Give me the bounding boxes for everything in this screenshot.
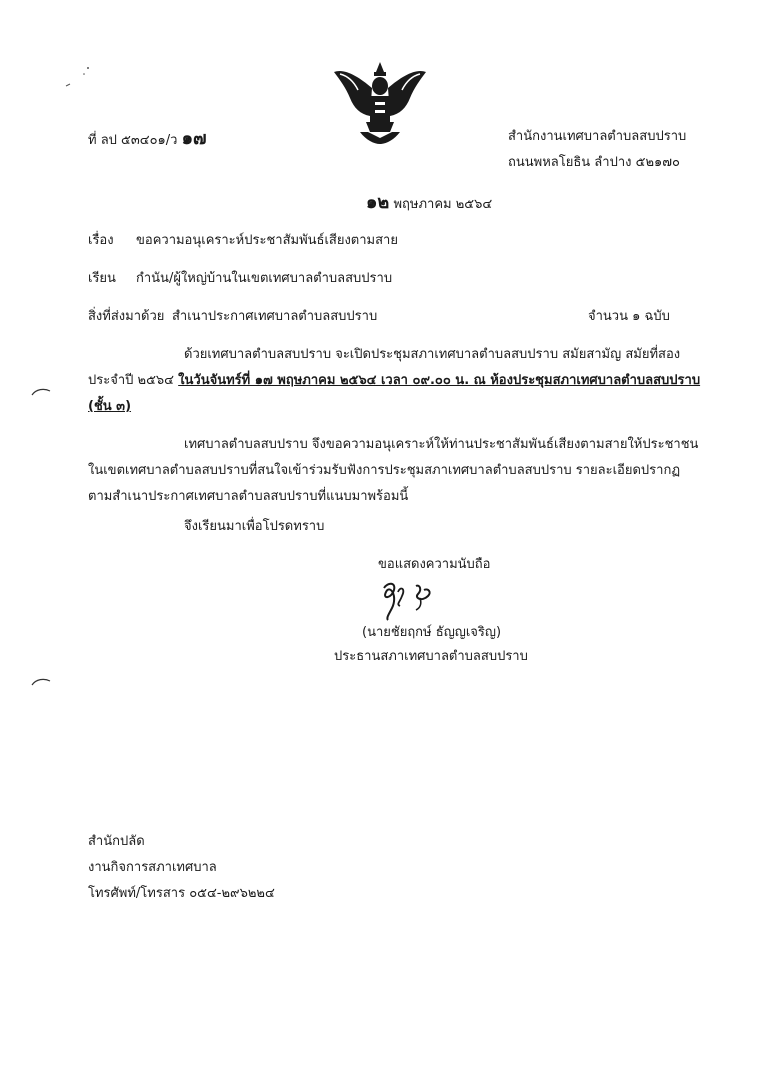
to-text: กำนัน/ผู้ใหญ่บ้านในเขตเทศบาลตำบลสบปราบ [136,271,393,286]
enclosure-text: สำเนาประกาศเทศบาลตำบลสบปราบ [172,309,378,324]
to-label: เรียน [88,271,116,286]
footer-section: งานกิจการสภาเทศบาล [88,860,217,875]
subject-label: เรื่อง [88,233,114,248]
signer-name: (นายชัยฤกษ์ ธัญญเจริญ) [362,625,502,640]
scan-speck-icon [62,62,96,92]
subject-text: ขอความอนุเคราะห์ประชาสัมพันธ์เสียงตามสาย [136,233,398,248]
date-day-handwritten: ๑๒ [366,192,390,213]
reference-number [88,123,207,152]
body-paragraph-2 [88,432,702,510]
reference-prefix: ที่ ลป ๕๓๔๐๑/ว [88,133,178,148]
body-paragraph-1 [88,342,702,420]
enclosure-count: จำนวน ๑ ฉบับ [588,309,670,324]
office-name: สำนักงานเทศบาลตำบลสบปราบ [508,129,687,144]
date-month-year: พฤษภาคม ๒๕๖๔ [393,197,493,212]
footer-contact: โทรศัพท์/โทรสาร ๐๕๔-๒๙๖๒๒๔ [88,886,275,901]
garuda-emblem-icon [330,58,430,148]
reference-number-handwritten: ๑๗ [181,128,207,149]
paragraph-2-text: เทศบาลตำบลสบปราบ จึงขอความอนุเคราะห์ให้ท่านประชาสัมพันธ์เสียงตามสายให้ประชาชนในเขตเทศบาลตำบลสบปราบที่สนใจเข้าร่วมรับฟังการประชุมสภาเทศบาลตำบลสบปราบ รายละเอียดปรากฏตามสำเนาประกาศเทศบาลตำบลสบปราบที่แนบมาพร้อมนี้ [88,437,699,504]
letter-date [366,187,492,216]
scan-mark-icon [30,676,52,688]
office-address: ถนนพหลโยธิน ลำปาง ๕๒๑๗๐ [508,155,680,170]
paragraph-1-text: ด้วยเทศบาลตำบลสบปราบ จะเปิดประชุมสภาเทศบาลตำบลสบปราบ สมัยสามัญ สมัยที่สอง ประจำปี ๒๕๖๔ [88,347,681,388]
footer-department: สำนักปลัด [88,834,145,849]
body-paragraph-3: จึงเรียนมาเพื่อโปรดทราบ [184,519,325,534]
closing-regards: ขอแสดงความนับถือ [378,557,491,572]
signature-image [376,578,446,622]
scan-mark-icon [30,386,52,398]
enclosure-label: สิ่งที่ส่งมาด้วย [88,309,165,324]
meeting-datetime-emphasis: ในวันจันทร์ที่ ๑๗ พฤษภาคม ๒๕๖๔ เวลา ๐๙.๐๐ น. ณ ห้องประชุมสภาเทศบาลตำบลสบปราบ (ชั้น ๓) [88,373,701,414]
signer-title: ประธานสภาเทศบาลตำบลสบปราบ [334,649,528,664]
